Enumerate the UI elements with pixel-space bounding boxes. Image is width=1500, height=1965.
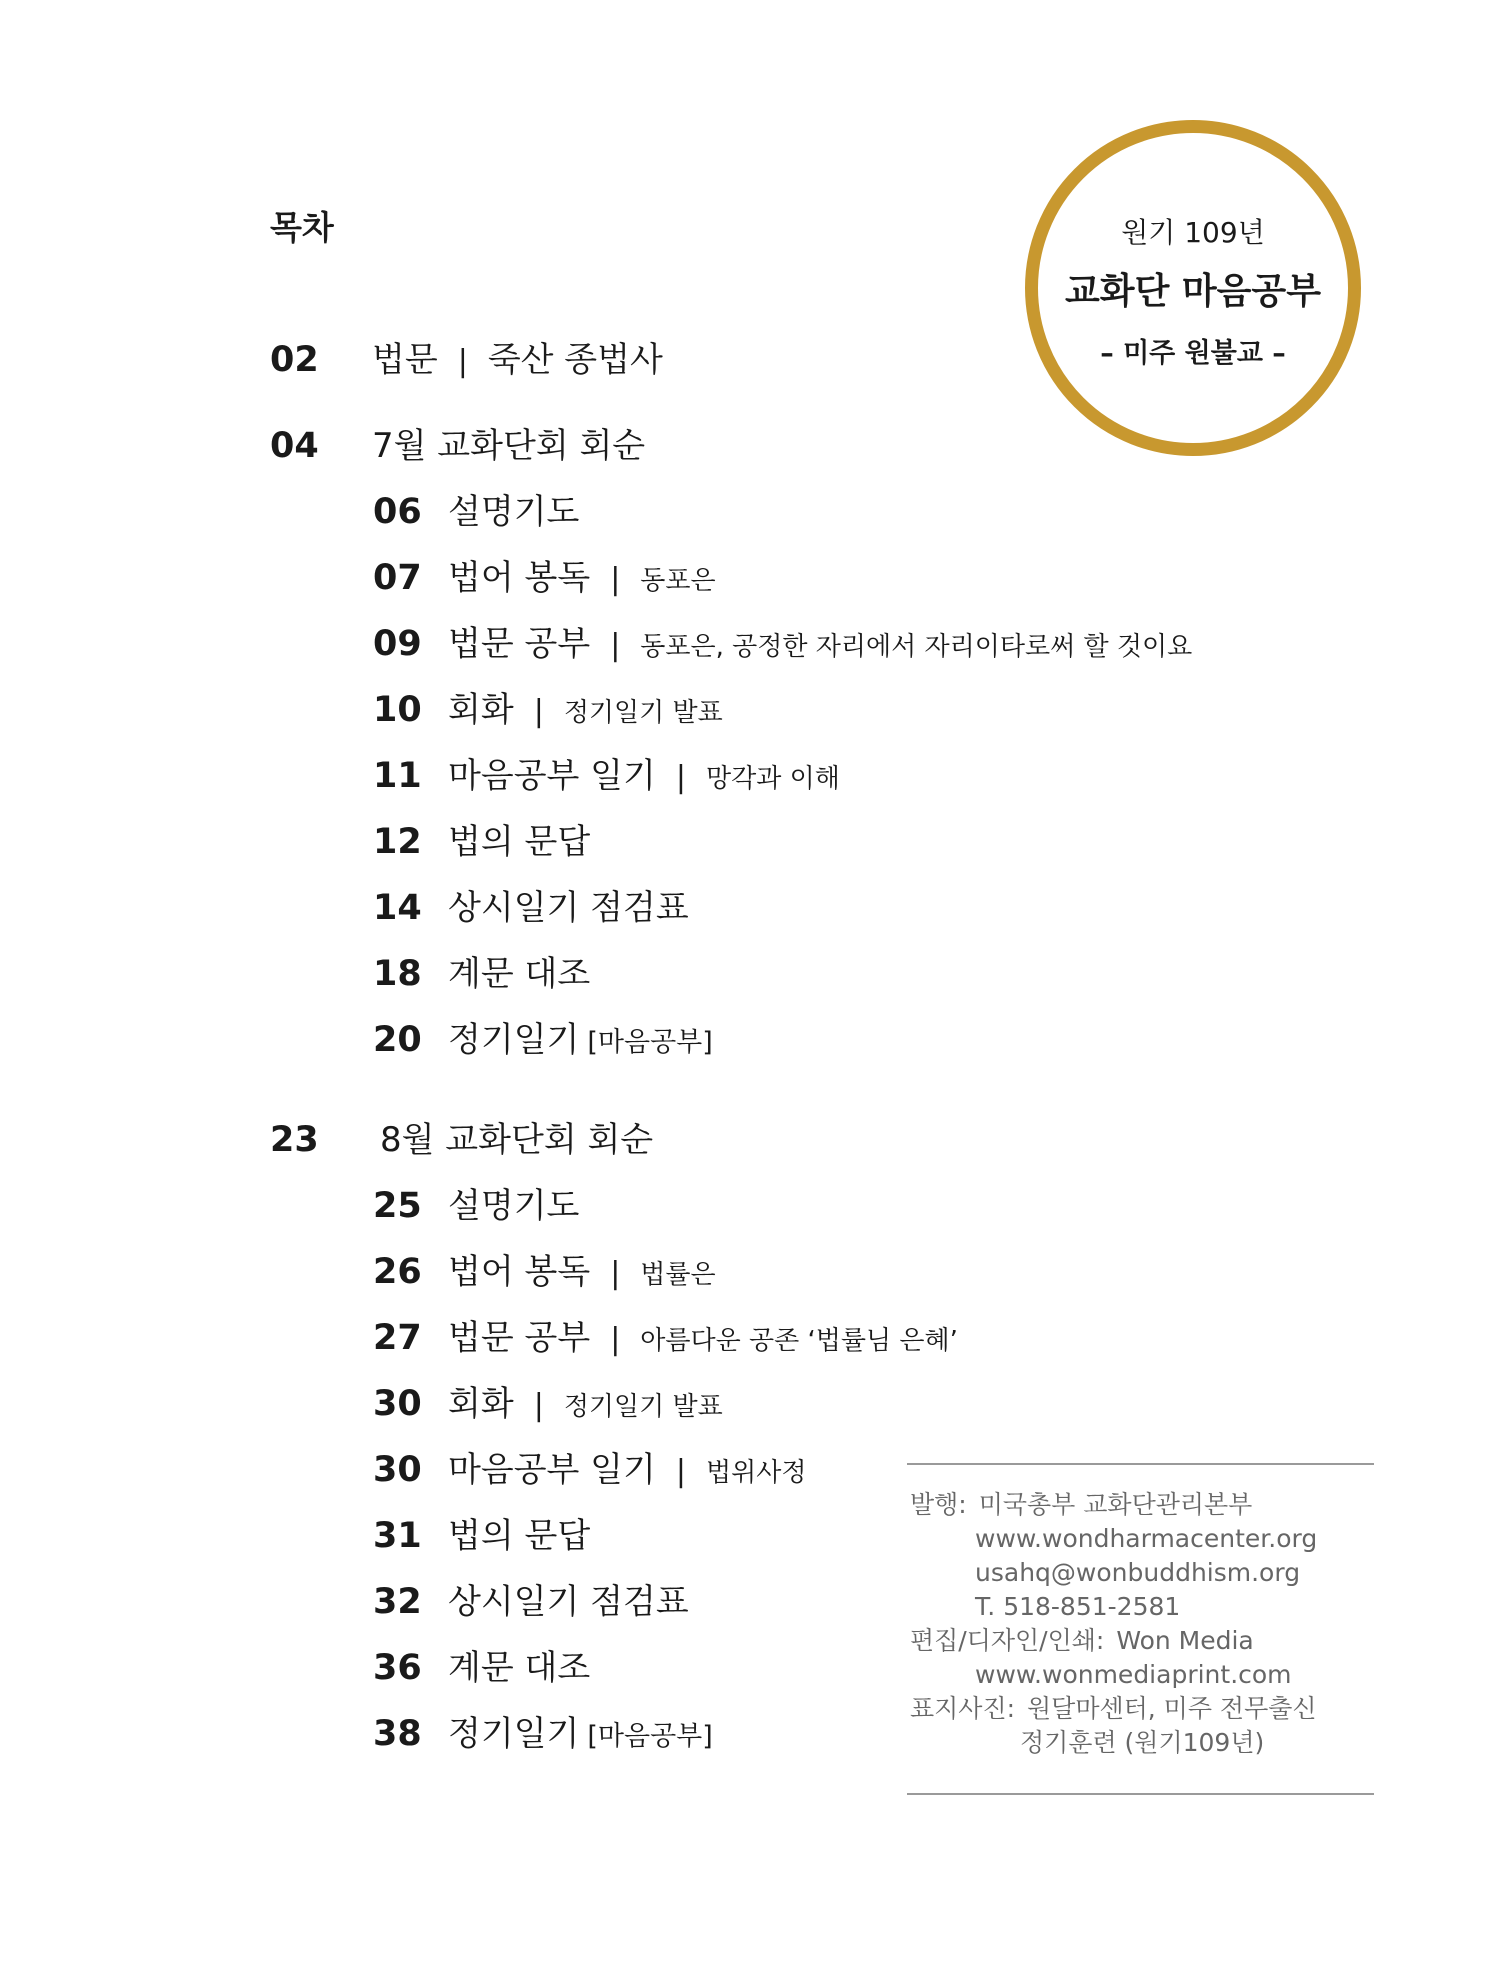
separator: | xyxy=(533,694,544,729)
page-number: 02 xyxy=(270,340,319,380)
item-title: 상시일기 점검표 xyxy=(448,888,689,928)
page-number: 27 xyxy=(373,1318,422,1358)
item-title: 법문 공부 xyxy=(448,624,591,664)
item-title: 법어 봉독 xyxy=(448,1252,591,1292)
toc-item[interactable] xyxy=(373,1442,806,1491)
toc-item[interactable] xyxy=(373,1508,590,1557)
item-title: 법어 봉독 xyxy=(448,558,591,598)
badge-year: 원기 109년 xyxy=(1121,216,1265,249)
publisher: 미국총부 교화단관리본부 xyxy=(978,1490,1253,1519)
email-link[interactable]: usahq@wonbuddhism.org xyxy=(975,1558,1301,1587)
item-title: 계문 대조 xyxy=(448,1648,591,1688)
section-title: 법문 xyxy=(372,340,438,380)
item-title: 상시일기 점검표 xyxy=(448,1582,689,1622)
item-title: 정기일기 xyxy=(448,1020,580,1060)
page-number: 14 xyxy=(373,888,422,928)
separator: | xyxy=(457,344,468,379)
cover-label: 표지사진: xyxy=(910,1694,1016,1723)
item-desc: 정기일기 발표 xyxy=(563,1392,723,1422)
editor-label: 편집/디자인/인쇄: xyxy=(910,1626,1105,1655)
page-number: 38 xyxy=(373,1714,422,1754)
separator: | xyxy=(675,760,686,795)
item-title: 법의 문답 xyxy=(448,822,591,862)
separator: | xyxy=(533,1388,544,1423)
separator: | xyxy=(610,628,621,663)
item-title: 설명기도 xyxy=(448,492,580,532)
item-desc: 아름다운 공존 ‘법률님 은혜’ xyxy=(640,1326,958,1356)
toc-item[interactable] xyxy=(373,1178,579,1227)
item-title: 계문 대조 xyxy=(448,954,591,994)
page-number: 06 xyxy=(373,492,422,532)
page-number: 36 xyxy=(373,1648,422,1688)
section-desc: 죽산 종법사 xyxy=(487,340,663,380)
page-number: 31 xyxy=(373,1516,422,1556)
toc-item[interactable] xyxy=(373,1376,723,1425)
item-desc: 법률은 xyxy=(640,1260,716,1290)
section-title: 7월 교화단회 회순 xyxy=(372,426,646,466)
page-number: 20 xyxy=(373,1020,422,1060)
divider-bottom xyxy=(907,1793,1374,1795)
item-desc: 망각과 이해 xyxy=(705,764,840,794)
page-number: 23 xyxy=(270,1120,319,1160)
separator: | xyxy=(610,1256,621,1291)
badge-title: 교화단 마음공부 xyxy=(1065,271,1321,312)
item-title: 설명기도 xyxy=(448,1186,580,1226)
item-title: 회화 xyxy=(448,690,514,730)
page-number: 26 xyxy=(373,1252,422,1292)
separator: | xyxy=(675,1454,686,1489)
toc-item[interactable] xyxy=(373,1244,716,1293)
item-tag: [마음공부] xyxy=(587,1027,713,1058)
page-number: 30 xyxy=(373,1384,422,1424)
item-tag: [마음공부] xyxy=(587,1721,713,1752)
badge-subtitle: – 미주 원불교 – xyxy=(1100,338,1286,369)
toc-item[interactable] xyxy=(373,814,590,863)
page-number: 09 xyxy=(373,624,422,664)
toc-item[interactable] xyxy=(373,946,590,995)
toc-item[interactable] xyxy=(373,748,840,797)
toc-section[interactable] xyxy=(270,1112,653,1161)
phone-number: T. 518-851-2581 xyxy=(975,1592,1181,1621)
item-desc: 정기일기 발표 xyxy=(563,698,723,728)
separator: | xyxy=(610,1322,621,1357)
divider-top xyxy=(907,1463,1374,1465)
toc-item[interactable] xyxy=(373,484,579,533)
cover-line xyxy=(910,1692,1317,1726)
title-badge xyxy=(1025,120,1361,456)
toc-item[interactable] xyxy=(373,1574,689,1623)
toc-section[interactable] xyxy=(270,418,645,467)
item-title: 마음공부 일기 xyxy=(448,756,656,796)
editor-website-link[interactable]: www.wonmediaprint.com xyxy=(975,1660,1292,1689)
toc-item[interactable] xyxy=(373,880,689,929)
publisher-line xyxy=(910,1488,1317,1522)
page-number: 30 xyxy=(373,1450,422,1490)
toc-section[interactable] xyxy=(270,332,663,381)
separator: | xyxy=(610,562,621,597)
item-desc: 법위사정 xyxy=(705,1458,807,1488)
section-title: 8월 교화단회 회순 xyxy=(380,1120,654,1160)
item-title: 마음공부 일기 xyxy=(448,1450,656,1490)
item-title: 법문 공부 xyxy=(448,1318,591,1358)
item-desc: 동포은, 공정한 자리에서 자리이타로써 할 것이요 xyxy=(640,632,1193,662)
item-title: 회화 xyxy=(448,1384,514,1424)
toc-item[interactable] xyxy=(373,1310,958,1359)
editor: Won Media xyxy=(1116,1626,1254,1655)
item-title: 법의 문답 xyxy=(448,1516,591,1556)
page-number: 04 xyxy=(270,426,319,466)
toc-title: 목차 xyxy=(270,208,334,247)
toc-item[interactable] xyxy=(373,682,723,731)
page-number: 07 xyxy=(373,558,422,598)
page-number: 32 xyxy=(373,1582,422,1622)
page-number: 10 xyxy=(373,690,422,730)
page-number: 11 xyxy=(373,756,422,796)
cover-credit-2: 정기훈련 (원기109년) xyxy=(1020,1728,1265,1757)
page-number: 18 xyxy=(373,954,422,994)
toc-item[interactable] xyxy=(373,1640,590,1689)
toc-item[interactable] xyxy=(373,1706,713,1755)
toc-item[interactable] xyxy=(373,616,1192,665)
page-number: 12 xyxy=(373,822,422,862)
publisher-label: 발행: xyxy=(910,1490,967,1519)
editor-line xyxy=(910,1624,1317,1658)
website-link[interactable]: www.wondharmacenter.org xyxy=(975,1524,1318,1553)
toc-item[interactable] xyxy=(373,1012,713,1061)
item-title: 정기일기 xyxy=(448,1714,580,1754)
toc-item[interactable] xyxy=(373,550,716,599)
colophon xyxy=(910,1488,1317,1760)
cover-credit: 원달마센터, 미주 전무출신 xyxy=(1027,1694,1317,1723)
item-desc: 동포은 xyxy=(640,566,716,596)
page-number: 25 xyxy=(373,1186,422,1226)
